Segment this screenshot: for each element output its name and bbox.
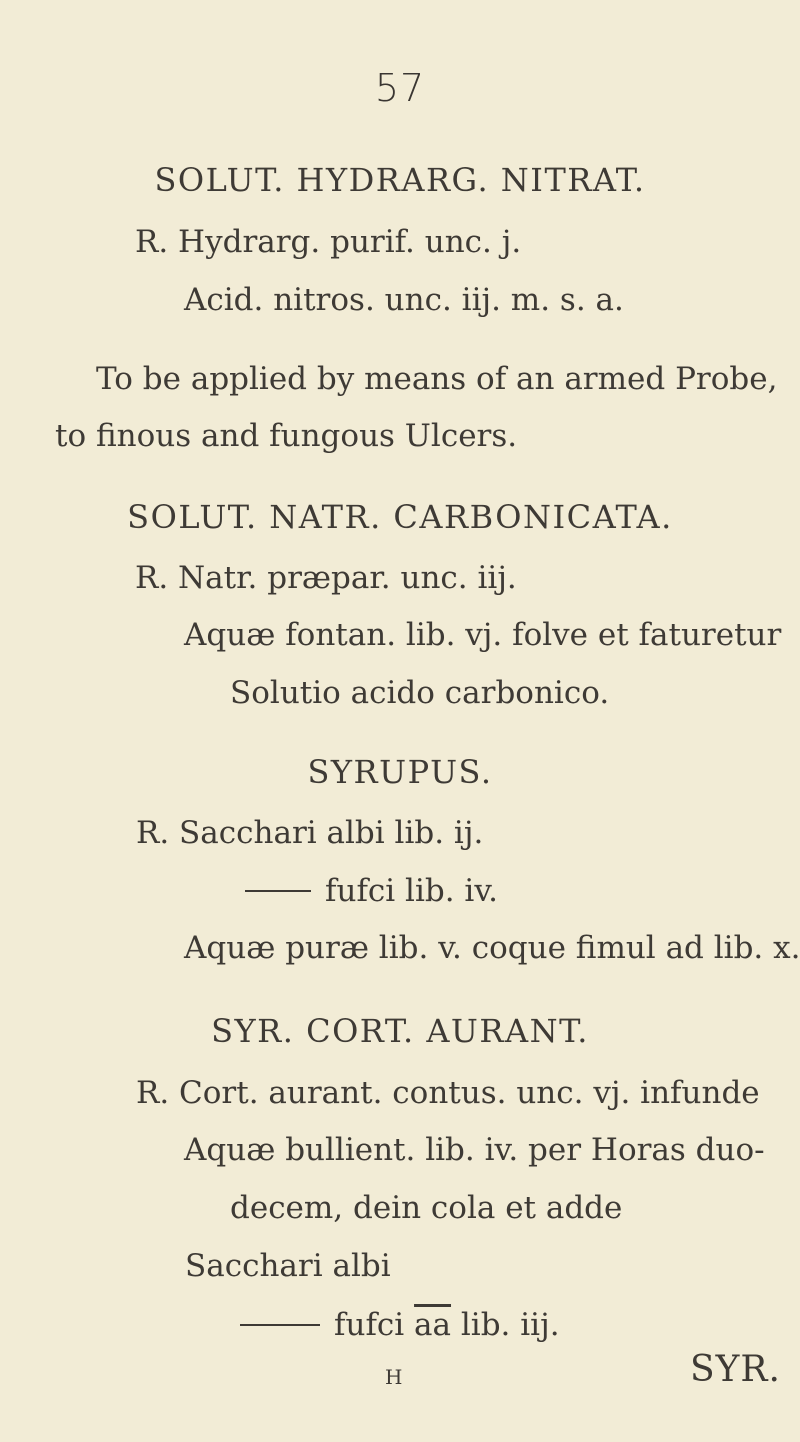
section-title-syrupus: SYRUPUS. — [307, 753, 493, 791]
ditto-dash — [245, 890, 311, 892]
usage-note: To be applied by means of an armed Probe, — [96, 361, 778, 397]
recipe-line-text: fufci — [334, 1307, 415, 1343]
recipe-line: Acid. nitros. unc. iij. m. s. a. — [184, 282, 624, 318]
usage-note: to finous and fungous Ulcers. — [55, 418, 518, 454]
recipe-line: R. Hydrarg. purif. unc. j. — [135, 224, 522, 260]
recipe-line: Aquæ fontan. lib. vj. folve et faturetur — [184, 617, 782, 653]
signature-mark: H — [385, 1365, 403, 1389]
recipe-line: Solutio acido carbonico. — [230, 675, 610, 711]
recipe-line: Aquæ bullient. lib. iv. per Horas duo- — [184, 1132, 765, 1168]
recipe-line-ditto — [245, 873, 499, 909]
page-number: 57 — [374, 66, 426, 110]
ditto-dash — [240, 1324, 320, 1326]
section-title-natr: SOLUT. NATR. CARBONICATA. — [127, 498, 673, 536]
recipe-line: Aquæ puræ lib. v. coque fimul ad lib. x. — [184, 930, 800, 966]
catchword: SYR. — [690, 1349, 781, 1390]
section-title-hydrarg: SOLUT. HYDRARG. NITRAT. — [154, 161, 646, 199]
recipe-line-text: fufci lib. iv. — [325, 873, 499, 909]
recipe-line-text: lib. iij. — [451, 1307, 560, 1343]
recipe-line: R. Sacchari albi lib. ij. — [136, 815, 484, 851]
recipe-line: R. Cort. aurant. contus. unc. vj. infunde — [136, 1075, 760, 1111]
ana-abbreviation: $\overline{aa}$ — [414, 1307, 452, 1343]
recipe-line-ditto — [240, 1307, 560, 1343]
section-title-cort: SYR. CORT. AURANT. — [211, 1012, 589, 1050]
recipe-line: R. Natr. præpar. unc. iij. — [135, 560, 517, 596]
recipe-line: decem, dein cola et adde — [230, 1190, 623, 1226]
recipe-line: Sacchari albi — [185, 1248, 391, 1284]
